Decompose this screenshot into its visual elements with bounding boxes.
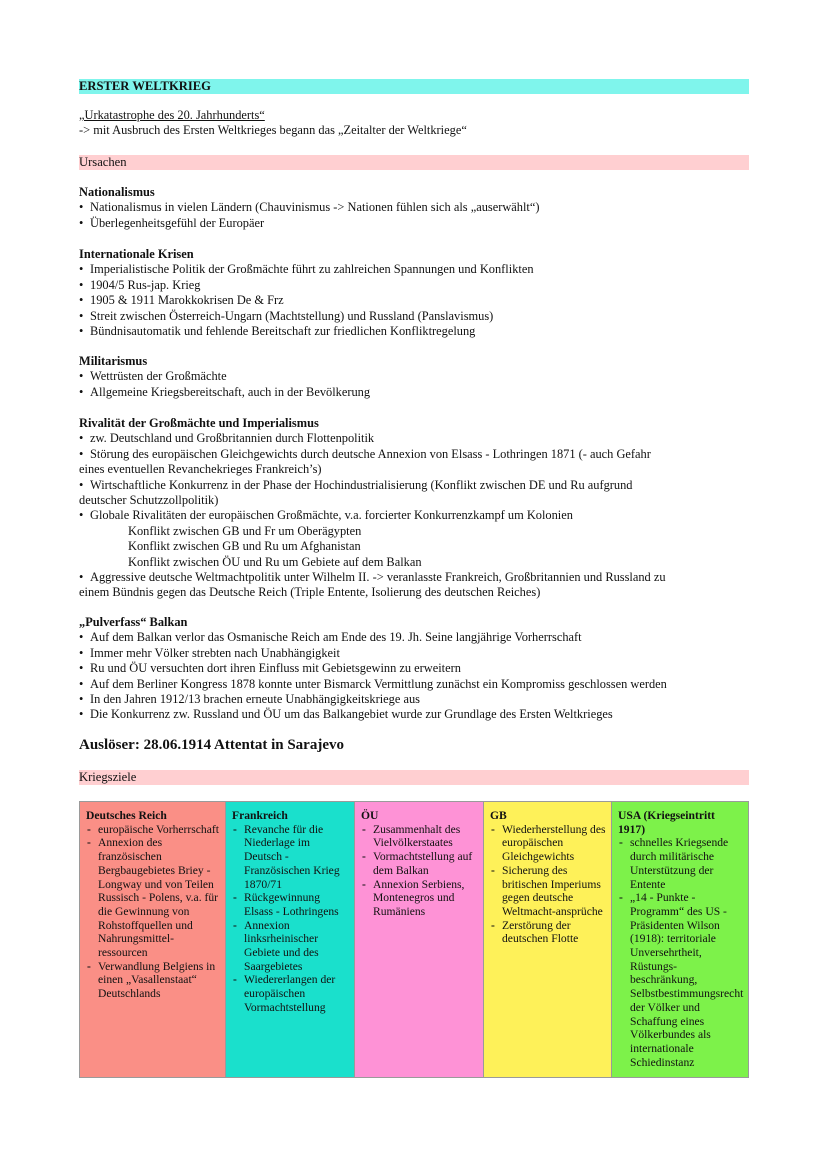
column-item: - Wiedererlangen der europäischen Vormachtstellung (232, 973, 349, 1014)
list-item-continuation: einem Bündnis gegen das Deutsche Reich (Triple Entente, Isolierung des deutschen Reiches) (79, 585, 541, 600)
column-item: - Revanche für die Niederlage im Deutsch - Französischen Krieg 1870/71 (232, 823, 349, 892)
list-item-continuation: deutscher Schutzzollpolitik) (79, 493, 219, 508)
list-item: • Wirtschaftliche Konkurrenz in der Phase der Hochindustrialisierung (Konflikt zwischen DE und Ru aufgrund (79, 478, 749, 493)
list-item: • Immer mehr Völker strebten nach Unabhängigkeit (79, 646, 749, 661)
column-heading: Frankreich (232, 809, 288, 822)
document-title: ERSTER WELTKRIEG (79, 79, 749, 94)
list-item: • Bündnisautomatik und fehlende Bereitschaft zur friedlichen Konfliktregelung (79, 324, 749, 339)
section-nationalismus (79, 185, 749, 231)
section-rivalitaet (79, 416, 749, 601)
list-item: • Globale Rivalitäten der europäischen Großmächte, v.a. forcierter Konkurrenzkampf um Kolonien (79, 508, 749, 523)
column-item: - Rückgewinnung Elsass - Lothringens (232, 891, 349, 918)
list-item: • Aggressive deutsche Weltmachtpolitik unter Wilhelm II. -> veranlasste Frankreich, Großbritannien und Russland zu (79, 570, 749, 585)
section-band-kriegsziele: Kriegsziele (79, 770, 749, 785)
column-heading: ÖU (361, 809, 379, 822)
intro-quote: „Urkatastrophe des 20. Jahrhunderts“ (79, 108, 265, 122)
column-item: - Sicherung des britischen Imperiums gegen deutsche Weltmacht-ansprüche (490, 864, 606, 919)
column-heading: USA (Kriegseintritt 1917) (618, 809, 715, 836)
list-item: • Auf dem Balkan verlor das Osmanische Reich am Ende des 19. Jh. Seine langjährige Vorherrschaft (79, 630, 749, 645)
column-heading: GB (490, 809, 507, 822)
section-pulverfass-balkan (79, 615, 749, 723)
column-item: - „14 - Punkte - Programm“ des US - Präsidenten Wilson (1918): territoriale Unversehrtheit, Rüstungs-beschränkung, Selbstbestimmungsrecht der Völker und Schaffung eines Völkerbundes als internationale Schiedinstanz (618, 891, 743, 1069)
list-item: • Auf dem Berliner Kongress 1878 konnte unter Bismarck Vermittlung zunächst ein Kompromiss geschlossen werden (79, 677, 749, 692)
list-item: • 1905 & 1911 Marokkokrisen De & Frz (79, 293, 749, 308)
list-item-continuation: eines eventuellen Revanchekrieges Frankreich’s) (79, 462, 322, 477)
sub-item: Konflikt zwischen GB und Ru um Afghanistan (128, 539, 361, 554)
column-frankreich (226, 802, 355, 1077)
section-heading: Militarismus (79, 354, 148, 368)
section-heading: Nationalismus (79, 185, 155, 199)
section-heading: Rivalität der Großmächte und Imperialismus (79, 416, 319, 430)
list-item: • Störung des europäischen Gleichgewichts durch deutsche Annexion von Elsass - Lothringen 1871 (- auch Gefahr (79, 447, 749, 462)
list-item: • Wettrüsten der Großmächte (79, 369, 749, 384)
list-item: • zw. Deutschland und Großbritannien durch Flottenpolitik (79, 431, 749, 446)
column-item: - Zusammenhalt des Vielvölkerstaates (361, 823, 478, 850)
section-internationale-krisen (79, 247, 749, 339)
list-item: • Nationalismus in vielen Ländern (Chauvinismus -> Nationen fühlen sich als „auserwählt“) (79, 200, 749, 215)
list-item: • Überlegenheitsgefühl der Europäer (79, 216, 749, 231)
ausloeser-heading: Auslöser: 28.06.1914 Attentat in Sarajevo (79, 737, 344, 753)
list-item: • Imperialistische Politik der Großmächte führt zu zahlreichen Spannungen und Konflikten (79, 262, 749, 277)
sub-item: Konflikt zwischen GB und Fr um Oberägypten (128, 523, 362, 538)
column-deutsches-reich (80, 802, 226, 1077)
column-item: - Vormachtstellung auf dem Balkan (361, 850, 478, 877)
sub-item: Konflikt zwischen ÖU und Ru um Gebiete auf dem Balkan (128, 554, 422, 569)
list-item: • Die Konkurrenz zw. Russland und ÖU um das Balkangebiet wurde zur Grundlage des Ersten Weltkrieges (79, 707, 749, 722)
column-grossbritannien (484, 802, 612, 1077)
column-item: - schnelles Kriegsende durch militärische Unterstützung der Entente (618, 836, 743, 891)
list-item: • Streit zwischen Österreich-Ungarn (Machtstellung) und Russland (Panslavismus) (79, 309, 749, 324)
list-item: • 1904/5 Rus-jap. Krieg (79, 278, 749, 293)
section-band-ursachen: Ursachen (79, 155, 749, 170)
column-oesterreich-ungarn (355, 802, 484, 1077)
list-item: • In den Jahren 1912/13 brachen erneute Unabhängigkeitskriege aus (79, 692, 749, 707)
column-heading: Deutsches Reich (86, 809, 167, 822)
intro (79, 108, 749, 139)
column-item: - Wiederherstellung des europäischen Gleichgewichts (490, 823, 606, 864)
intro-line: -> mit Ausbruch des Ersten Weltkrieges begann das „Zeitalter der Weltkriege“ (79, 123, 467, 138)
column-item: - Annexion linksrheinischer Gebiete und des Saargebietes (232, 919, 349, 974)
list-item: • Ru und ÖU versuchten dort ihren Einfluss mit Gebietsgewinn zu erweitern (79, 661, 749, 676)
column-item: - Zerstörung der deutschen Flotte (490, 919, 606, 946)
column-usa (612, 802, 748, 1077)
section-heading: „Pulverfass“ Balkan (79, 615, 188, 629)
column-item: - Annexion des französischen Bergbaugebietes Briey - Longway und von Teilen Russisch - Polens, v.a. für die Gewinnung von Rohstoffquellen und Nahrungsmittel-ressourcen (86, 836, 220, 959)
column-item: - Verwandlung Belgiens in einen „Vasallenstaat“ Deutschlands (86, 960, 220, 1001)
column-item: - europäische Vorherrschaft (86, 823, 220, 837)
list-item: • Allgemeine Kriegsbereitschaft, auch in der Bevölkerung (79, 385, 749, 400)
kriegsziele-table (79, 801, 749, 1078)
section-heading: Internationale Krisen (79, 247, 194, 261)
section-militarismus (79, 354, 749, 400)
column-item: - Annexion Serbiens, Montenegros und Rumäniens (361, 878, 478, 919)
